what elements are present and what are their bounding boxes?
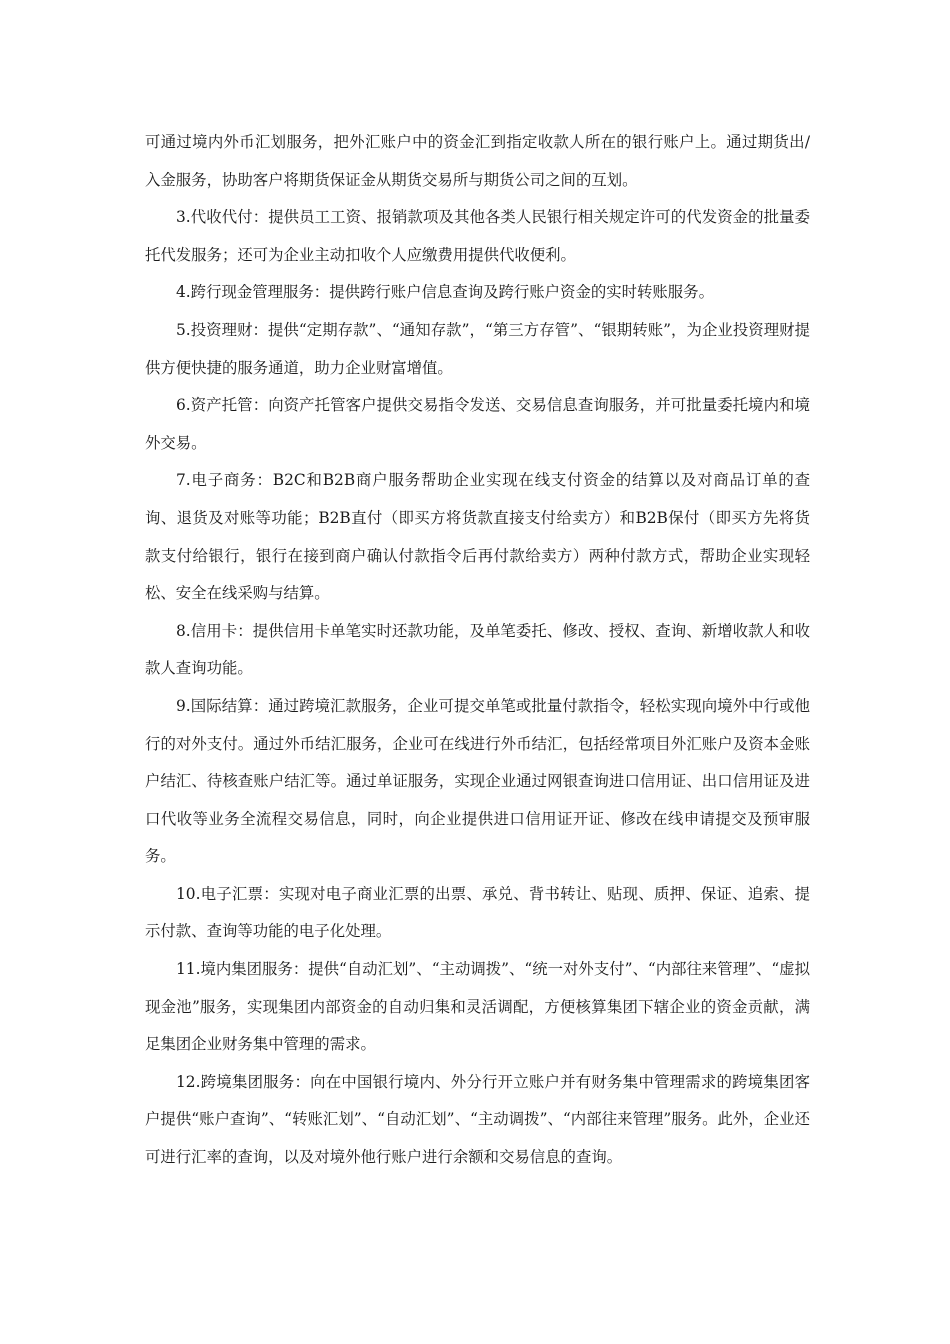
paragraph-item-6: 6.资产托管：向资产托管客户提供交易指令发送、交易信息查询服务，并可批量委托境内和境外交易。 <box>145 396 810 452</box>
paragraph-continuation: 可通过境内外币汇划服务，把外汇账户中的资金汇到指定收款人所在的银行账户上。通过期货出/入金服务，协助客户将期货保证金从期货交易所与期货公司之间的互划。 <box>145 133 810 189</box>
paragraph-item-5: 5.投资理财：提供“定期存款”、“通知存款”，“第三方存管”、“银期转账”，为企业投资理财提供方便快捷的服务通道，助力企业财富增值。 <box>145 320 810 377</box>
paragraph-item-8: 8.信用卡：提供信用卡单笔实时还款功能，及单笔委托、修改、授权、查询、新增收款人和收款人查询功能。 <box>145 621 810 678</box>
document-body <box>145 124 810 1177</box>
paragraph-item-9: 9.国际结算：通过跨境汇款服务，企业可提交单笔或批量付款指令，轻松实现向境外中行或他行的对外支付。通过外币结汇服务，企业可在线进行外币结汇，包括经常项目外汇账户及资本金账户结汇、待核查账户结汇等。通过单证服务，实现企业通过网银查询进口信用证、出口信用证及进口代收等业务全流程交易信息，同时，向企业提供进口信用证开证、修改在线申请提交及预审服务。 <box>145 696 810 866</box>
paragraph-item-4: 4.跨行现金管理服务：提供跨行账户信息查询及跨行账户资金的实时转账服务。 <box>176 283 714 302</box>
paragraph-item-3: 3.代收代付：提供员工工资、报销款项及其他各类人民银行相关规定许可的代发资金的批量委托代发服务；还可为企业主动扣收个人应缴费用提供代收便利。 <box>145 208 810 264</box>
paragraph-item-7: 7.电子商务：B2C和B2B商户服务帮助企业实现在线支付资金的结算以及对商品订单的查询、退货及对账等功能；B2B直付（即买方将货款直接支付给卖方）和B2B保付（即买方先将货款支付给银行，银行在接到商户确认付款指令后再付款给卖方）两种付款方式，帮助企业实现轻松、安全在线采购与结算。 <box>145 471 810 603</box>
paragraph-item-11: 11.境内集团服务：提供“自动汇划”、“主动调拨”、“统一对外支付”、“内部往来管理”、“虚拟现金池”服务，实现集团内部资金的自动归集和灵活调配，方便核算集团下辖企业的资金贡献，满足集团企业财务集中管理的需求。 <box>145 960 810 1054</box>
paragraph-item-10: 10.电子汇票：实现对电子商业汇票的出票、承兑、背书转让、贴现、质押、保证、追索、提示付款、查询等功能的电子化处理。 <box>145 884 810 941</box>
paragraph-item-12: 12.跨境集团服务：向在中国银行境内、外分行开立账户并有财务集中管理需求的跨境集团客户提供“账户查询”、“转账汇划”、“自动汇划”、“主动调拨”、“内部往来管理”服务。此外，企业还可进行汇率的查询，以及对境外他行账户进行余额和交易信息的查询。 <box>145 1072 810 1167</box>
